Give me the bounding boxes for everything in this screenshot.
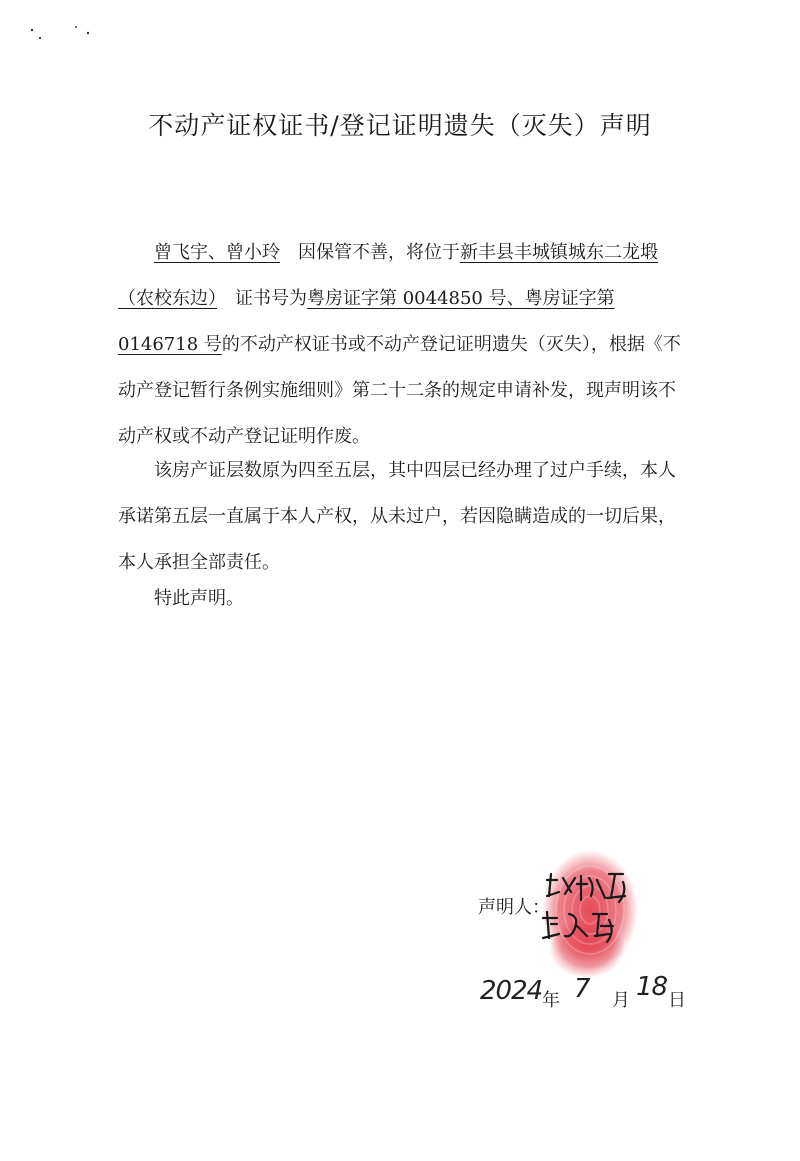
handwritten-signature <box>537 868 637 968</box>
paragraph-3 <box>118 576 684 622</box>
date-line <box>478 974 718 1022</box>
paragraph-1 <box>118 230 684 460</box>
paragraph-2-text: 该房产证层数原为四至五层，其中四层已经办理了过户手续，本人承诺第五层一直属于本人产权，从未过户，若因隐瞒造成的一切后果，本人承担全部责任。 <box>118 460 676 573</box>
declaration-title: 不动产证权证书/登记证明遗失（灭失）声明 <box>148 111 652 140</box>
date-month-unit: 月 <box>612 990 630 1011</box>
date-year-unit: 年 <box>542 990 560 1011</box>
paragraph-2 <box>118 448 684 586</box>
date-day-unit: 日 <box>668 990 686 1011</box>
certificate-numbers: 粤房证字第 0044850 号、粤房证字第 0146718 号 <box>118 288 615 355</box>
location-part1: 新丰县丰城镇 <box>460 242 568 263</box>
scan-specks <box>28 24 108 54</box>
para1-text-c: 的不动产权证书或不动产登记证明遗失（灭失），根据《不动产登记暂行条例实施细则》第二十二条的规定申请补发，现声明该不动产权或不动产登记证明作废。 <box>118 334 681 447</box>
para1-text-b: 证书号为 <box>235 288 307 309</box>
declarant-label: 声明人： <box>478 897 550 918</box>
location-part2: 城东二龙塅（农校东边） <box>118 242 658 309</box>
owner-names: 曾飞宇、曾小玲 <box>154 242 280 263</box>
date-month: 7 <box>574 974 590 1004</box>
paragraph-3-text: 特此声明。 <box>154 588 244 609</box>
para1-text-a: 因保管不善，将位于 <box>298 242 460 263</box>
date-year: 2024 <box>480 976 543 1006</box>
date-day: 18 <box>636 972 668 1002</box>
